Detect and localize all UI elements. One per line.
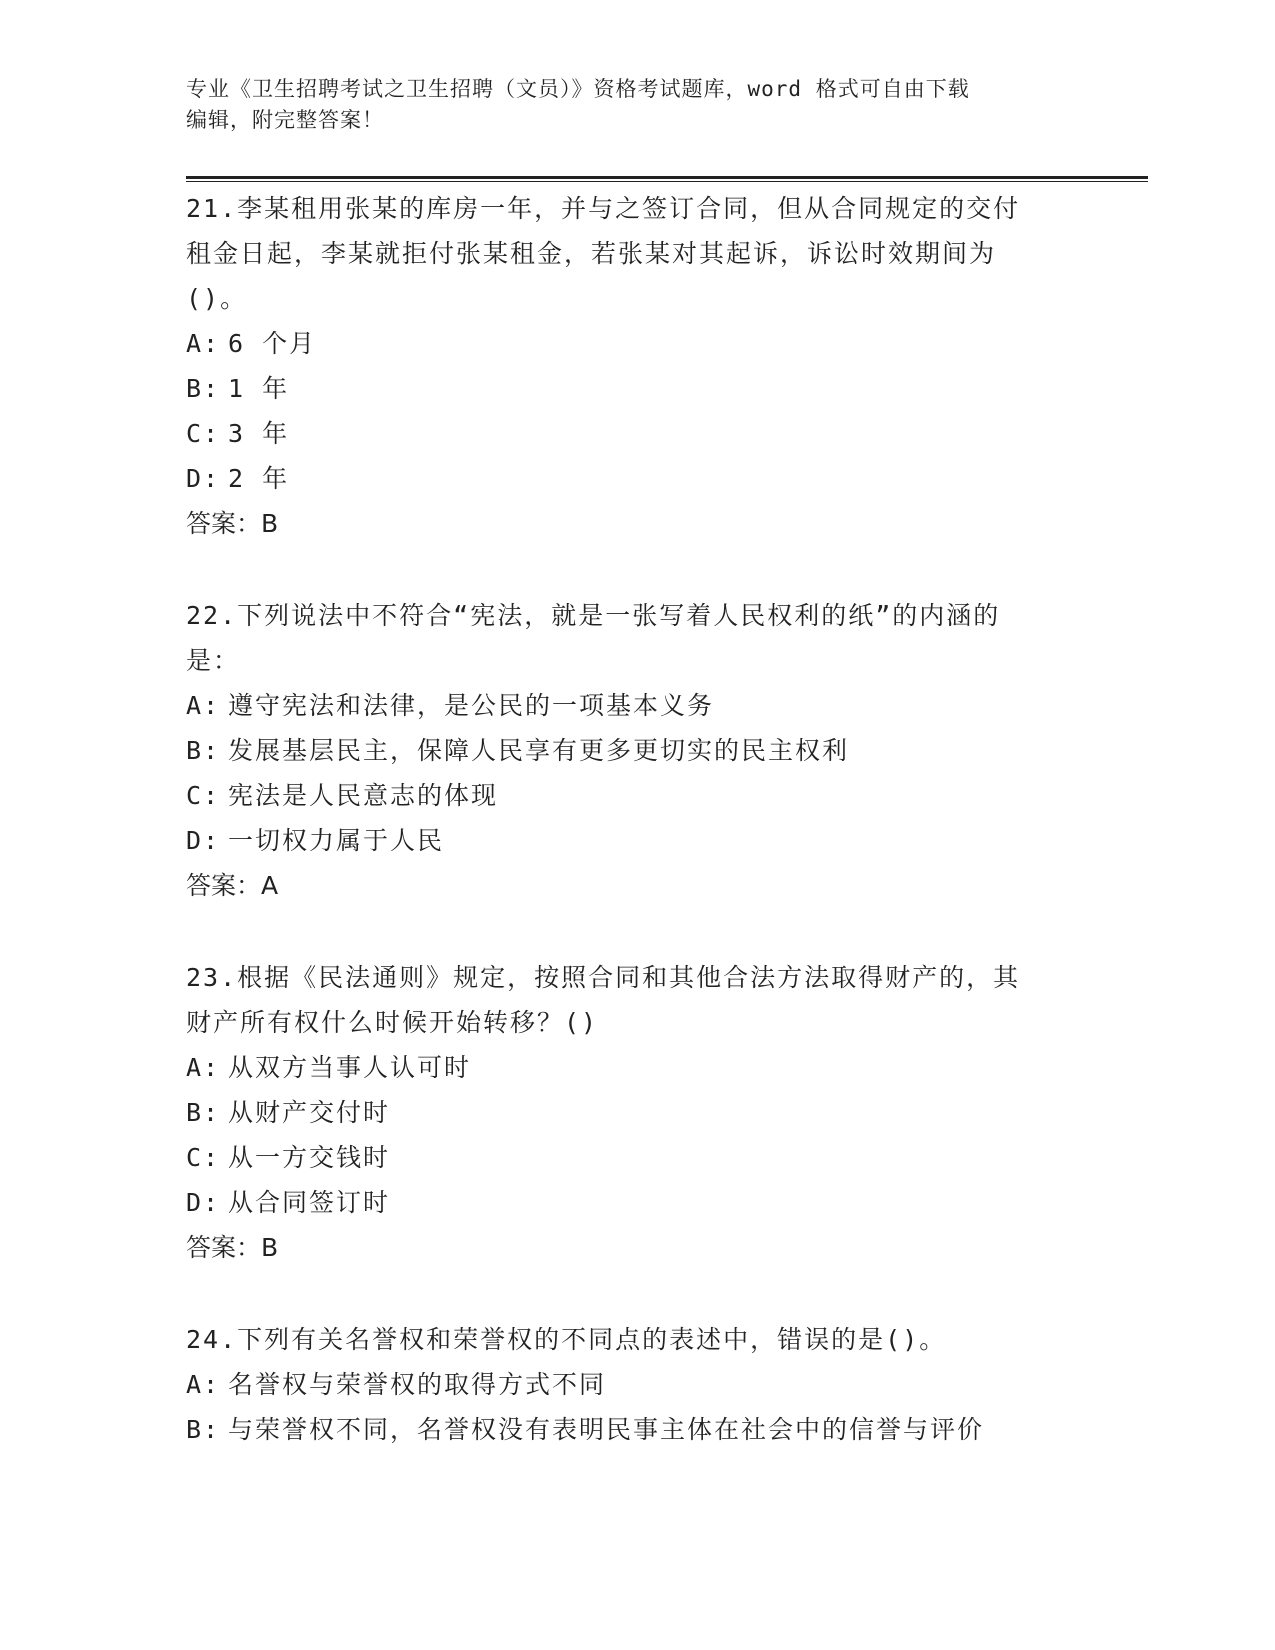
option-text: 遵守宪法和法律，是公民的一项基本义务: [228, 691, 715, 720]
header-divider-thick: [186, 176, 1148, 179]
option-d: [186, 456, 1076, 501]
option-text: 发展基层民主，保障人民享有更多更切实的民主权利: [228, 736, 850, 765]
option-key: B:: [186, 736, 221, 765]
option-text: 2 年: [228, 464, 290, 493]
question-stem-line: 24.下列有关名誉权和荣誉权的不同点的表述中，错误的是()。: [186, 1325, 947, 1354]
document-header: [186, 74, 1066, 136]
answer-line: 答案：B: [186, 1233, 279, 1262]
option-key: D:: [186, 464, 221, 493]
header-line-2: 编辑，附完整答案！: [186, 108, 384, 132]
option-key: A:: [186, 1053, 221, 1082]
option-key: A:: [186, 329, 221, 358]
option-a: [186, 321, 1076, 366]
option-key: C:: [186, 419, 221, 448]
option-key: D:: [186, 1188, 221, 1217]
option-b: [186, 1090, 1076, 1135]
option-key: D:: [186, 826, 221, 855]
option-b: [186, 1407, 1076, 1452]
question-stem-line: 财产所有权什么时候开始转移？(): [186, 1008, 599, 1037]
option-b: [186, 728, 1076, 773]
question-stem-line: ()。: [186, 284, 248, 313]
header-line-1: 专业《卫生招聘考试之卫生招聘（文员）》资格考试题库，word 格式可自由下载: [186, 77, 970, 101]
question-23: [186, 955, 1076, 1270]
question-stem-line: 23.根据《民法通则》规定，按照合同和其他合法方法取得财产的，其: [186, 963, 1021, 992]
question-stem-line: 22.下列说法中不符合“宪法，就是一张写着人民权利的纸”的内涵的: [186, 601, 1001, 630]
option-d: [186, 1180, 1076, 1225]
option-key: A:: [186, 691, 221, 720]
header-divider-thin: [186, 181, 1148, 182]
option-text: 与荣誉权不同，名誉权没有表明民事主体在社会中的信誉与评价: [228, 1415, 985, 1444]
option-key: C:: [186, 781, 221, 810]
option-text: 宪法是人民意志的体现: [228, 781, 499, 810]
question-stem-line: 租金日起，李某就拒付张某租金，若张某对其起诉，诉讼时效期间为: [186, 239, 997, 268]
option-text: 从合同签订时: [228, 1188, 391, 1217]
option-text: 一切权力属于人民: [228, 826, 445, 855]
answer-line: 答案：A: [186, 871, 279, 900]
option-c: [186, 1135, 1076, 1180]
question-21: [186, 186, 1076, 546]
option-text: 名誉权与荣誉权的取得方式不同: [228, 1370, 607, 1399]
option-text: 从一方交钱时: [228, 1143, 391, 1172]
option-a: [186, 683, 1076, 728]
option-text: 从财产交付时: [228, 1098, 391, 1127]
option-a: [186, 1362, 1076, 1407]
option-key: B:: [186, 374, 221, 403]
option-c: [186, 411, 1076, 456]
option-key: A:: [186, 1370, 221, 1399]
question-22: [186, 593, 1076, 908]
option-text: 从双方当事人认可时: [228, 1053, 472, 1082]
question-stem-line: 21.李某租用张某的库房一年，并与之签订合同，但从合同规定的交付: [186, 194, 1021, 223]
option-key: B:: [186, 1098, 221, 1127]
option-text: 1 年: [228, 374, 290, 403]
option-d: [186, 818, 1076, 863]
option-text: 6 个月: [228, 329, 317, 358]
option-c: [186, 773, 1076, 818]
option-key: B:: [186, 1415, 221, 1444]
question-24: [186, 1317, 1076, 1452]
option-text: 3 年: [228, 419, 290, 448]
question-list: [186, 186, 1076, 1499]
option-b: [186, 366, 1076, 411]
question-stem-line: 是：: [186, 646, 241, 675]
answer-line: 答案：B: [186, 509, 279, 538]
option-a: [186, 1045, 1076, 1090]
option-key: C:: [186, 1143, 221, 1172]
